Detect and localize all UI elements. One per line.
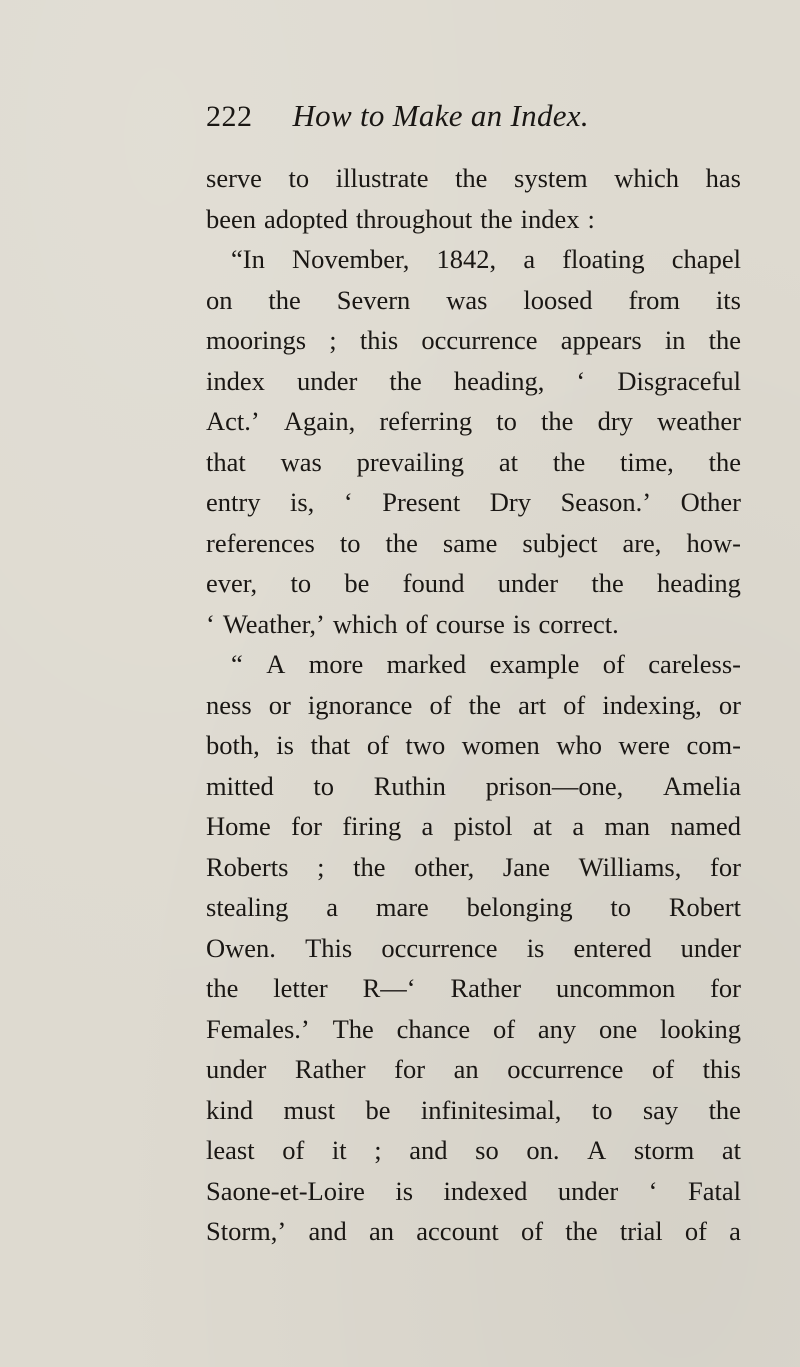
text-line [206,1171,741,1212]
text-line [206,685,741,726]
word: on [206,284,233,315]
word: trial [619,1216,663,1246]
word: ‘ [648,1175,658,1206]
text-line [206,523,741,564]
word: who [556,730,602,760]
word: weather [657,406,741,436]
word: prevailing [356,446,465,477]
word: of [520,1216,544,1246]
word: Disgraceful [617,365,741,396]
text-line [206,725,741,766]
text-line [206,1009,741,1050]
page-number: 222 [206,100,253,133]
word: to [288,163,310,193]
word: was [280,446,322,477]
text-line [206,199,741,240]
word: named [670,811,741,841]
word: dry [597,406,633,436]
word: in [664,325,686,355]
text-line [206,280,741,321]
word: occurrence [421,325,538,355]
word: to [290,568,312,598]
word: entered [573,932,652,963]
word: of [282,1135,305,1165]
word: account [416,1216,499,1246]
word: at [532,811,552,841]
word: one [598,1013,638,1044]
word: illustrate [335,163,429,193]
word: of [602,649,625,679]
word: of [429,689,452,720]
word: careless- [648,649,741,679]
word: art [518,689,547,720]
text-line [206,968,741,1009]
word: indexing, [602,689,702,720]
word: a [572,811,585,841]
word: the [552,446,586,477]
word: the [468,689,502,720]
word: that [206,446,246,477]
word: belonging [466,892,573,922]
word: to [339,527,361,558]
word: the [708,446,741,477]
word: course [435,608,505,639]
word: any [537,1013,577,1044]
text-line [206,442,741,483]
word: of [563,689,586,720]
word: under [296,365,358,396]
word: Saone-et-Loire [206,1175,365,1206]
word: Home [206,811,271,841]
word: or [718,689,741,720]
text-line [206,928,741,969]
word: for [710,973,741,1003]
word: 1842, [436,244,497,274]
text-line [206,887,741,928]
word: index [520,203,580,234]
word: Again, [283,406,356,436]
word: chapel [671,244,741,274]
word: a [421,811,434,841]
word: two [405,730,446,760]
word: ; [317,851,325,882]
word: Roberts [206,851,289,882]
word: under [557,1175,619,1206]
word: has [705,163,741,193]
word: or [268,689,291,720]
word: appears [560,325,642,355]
word: an [453,1054,479,1084]
word: to [610,892,632,922]
word: ‘ [343,487,353,517]
word: occurrence [381,932,498,963]
word: the [480,203,513,234]
word: to [591,1094,613,1125]
text-line [206,563,741,604]
word: at [721,1135,741,1165]
word: are, [622,527,662,558]
word: say [642,1094,679,1125]
word: be [344,568,370,598]
word: how- [686,527,741,558]
word: to [496,406,517,436]
word: the [591,568,624,598]
text-line [206,1049,741,1090]
word: letter [273,973,328,1003]
word: A [587,1135,607,1165]
word: storm [633,1135,695,1165]
word: ; [374,1135,382,1165]
word: Robert [668,892,741,922]
word: this [359,325,399,355]
word: adopted [264,203,348,234]
word: time, [620,446,674,477]
word: must [283,1094,336,1125]
word: least [206,1135,255,1165]
text-line [206,1090,741,1131]
word: Other [680,487,741,517]
word: is [512,608,531,639]
word: a [326,892,339,922]
word: the [455,163,488,193]
word: occurrence [507,1054,624,1084]
word: for [710,851,741,882]
word: heading, [453,365,545,396]
word: which [332,608,398,639]
word: November, [291,244,410,274]
word: mare [375,892,429,922]
word: the [565,1216,598,1246]
text-line [206,158,741,199]
word: chance [396,1013,471,1044]
word: heading [657,568,741,598]
word: a [523,244,536,274]
word: A [266,649,286,679]
text-line [206,361,741,402]
word: is [276,730,294,760]
word: the [268,284,301,315]
word: so [475,1135,499,1165]
word: that [310,730,351,760]
word: Storm,’ [206,1216,287,1246]
word: looking [660,1013,741,1044]
word: the [708,1094,741,1125]
word: which [614,163,680,193]
word: the [389,365,422,396]
running-title: How to Make an Index. [292,98,589,133]
word: throughout [355,203,473,234]
text-line [206,847,741,888]
word: firing [342,811,402,841]
text-line [206,401,741,442]
word: floating [562,244,645,274]
word: been [206,203,257,234]
word: the [353,851,386,882]
word: Ruthin [373,770,446,801]
text-line [206,766,741,807]
word: infinitesimal, [420,1094,562,1125]
word: the [206,973,239,1003]
word: moorings [206,325,307,355]
word: on. [526,1135,560,1165]
word: marked [386,649,467,679]
word: women [461,730,540,760]
text-line [206,1130,741,1171]
word: ever, [206,568,258,598]
text-line [206,239,741,280]
word: is [526,932,545,963]
word: system [514,163,588,193]
word: stealing [206,892,289,922]
word: com- [686,730,741,760]
word: and [409,1135,448,1165]
word: Season.’ [560,487,652,517]
word: Dry [489,487,532,517]
text-line [206,482,741,523]
word: under [497,568,559,598]
word: from [628,284,680,315]
word: a [729,1216,741,1246]
word: be [365,1094,391,1125]
word: Weather,’ [222,608,325,639]
text-line [206,806,741,847]
word: of [405,608,428,639]
word: Amelia [662,770,741,801]
word: Rather [294,1054,366,1084]
word: and [308,1216,347,1246]
word: indexed [443,1175,528,1206]
word: correct. [538,608,619,639]
text-line [206,604,741,645]
word: of [366,730,389,760]
word: Act.’ [206,406,260,436]
word: prison—one, [485,770,624,801]
word: an [369,1216,395,1246]
word: this [702,1054,741,1084]
word: kind [206,1094,254,1125]
word: were [618,730,670,760]
word: of [652,1054,675,1084]
word: of [492,1013,516,1044]
word: for [291,811,322,841]
word: Severn [336,284,411,315]
word: both, [206,730,260,760]
word: under [680,932,741,963]
word: Owen. [206,932,276,963]
word: index [206,365,265,396]
word: ignorance [307,689,413,720]
word: R—‘ [362,973,416,1003]
text-line [206,644,741,685]
word: for [394,1054,426,1084]
text-line [206,320,741,361]
running-head [206,98,666,142]
word: loosed [523,284,593,315]
word: at [498,446,519,477]
word: Fatal [687,1175,741,1206]
word: ness [206,689,252,720]
word: its [715,284,741,315]
word: Rather [450,973,522,1003]
word: it [331,1135,347,1165]
word: subject [522,527,598,558]
word: This [305,932,353,963]
word: to [313,770,335,801]
word: other, [414,851,475,882]
word: was [446,284,488,315]
word: entry [206,487,261,517]
word: more [308,649,364,679]
word: ; [329,325,337,355]
word: : [587,203,595,234]
word: Jane [502,851,550,882]
word: references [206,527,315,558]
word: is [395,1175,414,1206]
word: The [332,1013,374,1044]
body-text [206,158,741,1252]
word: found [402,568,465,598]
word: uncommon [555,973,676,1003]
text-line [206,1211,741,1252]
word: same [442,527,498,558]
word: Females.’ [206,1013,310,1044]
word: ‘ [576,365,586,396]
word: Williams, [578,851,682,882]
word: referring [379,406,473,436]
word: “ [231,649,243,679]
word: under [206,1054,267,1084]
word: mitted [206,770,274,801]
word: the [385,527,418,558]
word: pistol [453,811,513,841]
word: Present [382,487,461,517]
word: the [708,325,741,355]
word: “In [231,244,265,274]
word: the [541,406,574,436]
word: serve [206,163,262,193]
word: ‘ [206,608,215,639]
word: man [604,811,651,841]
word: is, [290,487,315,517]
word: example [489,649,580,679]
word: of [684,1216,707,1246]
